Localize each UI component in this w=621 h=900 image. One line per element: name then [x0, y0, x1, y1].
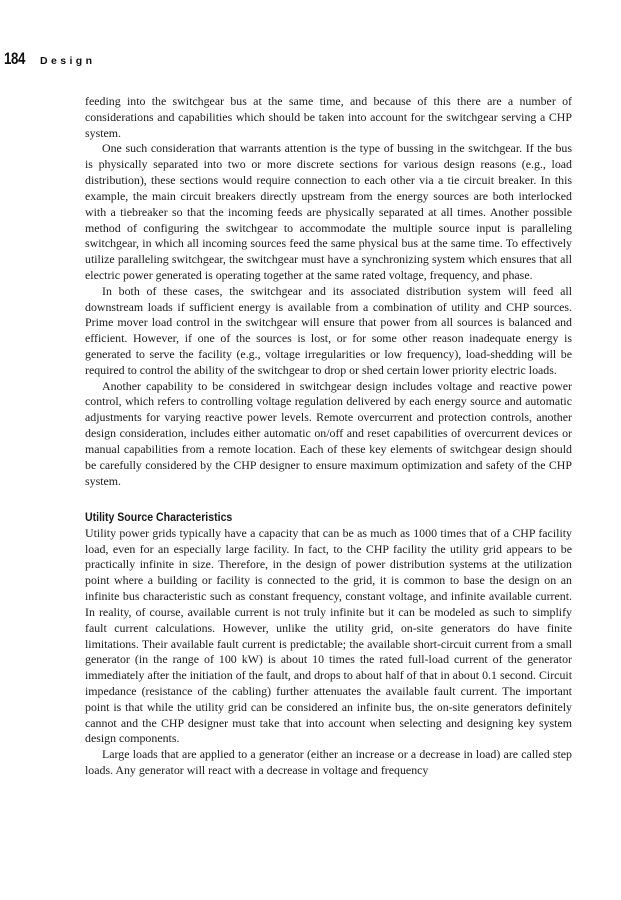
running-head — [4, 49, 95, 69]
page-number: 184 — [4, 49, 25, 68]
paragraph: feeding into the switchgear bus at the same time, and because of this there are a number of considerations and capabilities which should be taken into account for the switchgear serving a CHP system. — [85, 94, 572, 140]
running-head-section: Design — [40, 55, 96, 67]
paragraph: In both of these cases, the switchgear and its associated distribution system will feed all downstream loads if sufficient energy is available from a combination of utility and CHP sources. Prime mover load control in the switchgear will ensure that power from all sources is balanced and efficient. However, if one of the sources is lost, or for some other reason inadequate energy is generated to serve the facility (e.g., voltage irregularities or low frequency), load-shedding will be required to control the ability of the switchgear to drop or shed certain lower priority electric loads. — [85, 283, 572, 377]
paragraph: Another capability to be considered in switchgear design includes voltage and reactive power control, which refers to controlling voltage regulation delivered by each energy source and automatic adjustments for varying reactive power levels. Remote overcurrent and protection controls, another design consideration, includes either automatic on/off and reset capabilities of overcurrent devices or manual capabilities from a remote location. Each of these key elements of switchgear design should be carefully considered by the CHP designer to ensure maximum optimization and safety of the CHP system. — [85, 378, 572, 488]
section-heading: Utility Source Characteristics — [85, 510, 233, 525]
paragraph: Utility power grids typically have a capacity that can be as much as 1000 times that of a CHP facility load, even for an especially large facility. In fact, to the CHP facility the utility grid appears to be practically infinite in size. Therefore, in the design of power distribution systems at the utilization point where a building or facility is connected to the grid, it is common to base the design on an infinite bus characteristic such as constant frequency, constant voltage, and infinite available current. In reality, of course, available current is not truly infinite but it can be modeled as such to simplify fault current calculations. However, unlike the utility grid, on-site generators do have finite limitations. Their available fault current is predictable; the available short-circuit current from a small generator (in the range of 100 kW) is about 10 times the rated full-load current of the generator immediately after the initiation of the fault, and drops to about half of that in about 0.1 second. Circuit impedance (resistance of the cabling) further attenuates the available fault current. The important point is that while the utility grid can be considered an infinite bus, the on-site generators definitely cannot and the CHP designer must take that into account when selecting and designing key system design components. — [85, 525, 572, 746]
paragraph: Large loads that are applied to a generator (either an increase or a decrease in load) are called step loads. Any generator will react with a decrease in voltage and frequency — [85, 747, 572, 777]
paragraph: One such consideration that warrants attention is the type of bussing in the switchgear. If the bus is physically separated into two or more discrete sections for various design reasons (e.g., load distribution), these sections would require connection to each other via a tie circuit breaker. In this example, the main circuit breakers directly upstream from the energy sources are both interlocked with a tiebreaker so that the incoming feeds are physically separated at all times. Another possible method of configuring the switchgear to accommodate the multiple source input is paralleling switchgear, in which all incoming sources feed the same physical bus at the same time. To effectively utilize paralleling switchgear, the switchgear must have a synchronizing system which ensures that all electric power generated is operating together at the same rated voltage, frequency, and phase. — [85, 141, 572, 282]
body-text — [85, 94, 572, 779]
